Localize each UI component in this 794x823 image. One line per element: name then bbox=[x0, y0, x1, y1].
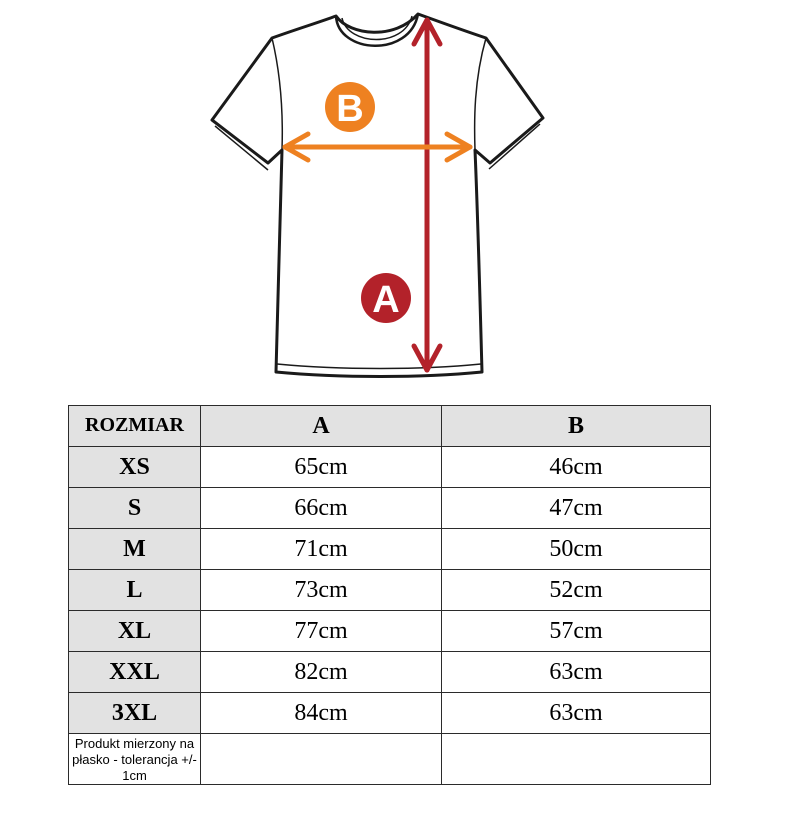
header-a: A bbox=[201, 406, 442, 447]
header-size: ROZMIAR bbox=[69, 406, 201, 447]
value-a: 71cm bbox=[201, 529, 442, 570]
value-b: 57cm bbox=[442, 611, 711, 652]
size-label: XS bbox=[69, 447, 201, 488]
table-row bbox=[69, 611, 711, 652]
value-a: 65cm bbox=[201, 447, 442, 488]
value-b: 63cm bbox=[442, 693, 711, 734]
value-a: 77cm bbox=[201, 611, 442, 652]
size-label: L bbox=[69, 570, 201, 611]
badge-b bbox=[325, 82, 375, 132]
value-b: 52cm bbox=[442, 570, 711, 611]
badge-a bbox=[361, 273, 411, 323]
header-b: B bbox=[442, 406, 711, 447]
value-a: 82cm bbox=[201, 652, 442, 693]
table-header-row bbox=[69, 406, 711, 447]
table-row bbox=[69, 488, 711, 529]
table-row bbox=[69, 447, 711, 488]
tshirt-illustration bbox=[0, 0, 794, 400]
badge-a-label: A bbox=[372, 279, 400, 321]
table-row bbox=[69, 693, 711, 734]
empty-cell bbox=[442, 734, 711, 785]
table-row bbox=[69, 652, 711, 693]
table-row bbox=[69, 529, 711, 570]
size-label: S bbox=[69, 488, 201, 529]
size-label: XL bbox=[69, 611, 201, 652]
empty-cell bbox=[201, 734, 442, 785]
measurement-b-arrow bbox=[285, 134, 470, 160]
measurement-a-arrow bbox=[414, 20, 440, 370]
measurement-note: Produkt mierzony na płasko - tolerancja +/- 1cm bbox=[69, 734, 201, 785]
badge-b-label: B bbox=[336, 88, 364, 130]
size-table bbox=[68, 405, 711, 785]
table-row bbox=[69, 570, 711, 611]
size-label: 3XL bbox=[69, 693, 201, 734]
value-a: 73cm bbox=[201, 570, 442, 611]
value-a: 66cm bbox=[201, 488, 442, 529]
note-row bbox=[69, 734, 711, 785]
value-b: 50cm bbox=[442, 529, 711, 570]
tshirt-outline bbox=[212, 14, 543, 377]
value-b: 47cm bbox=[442, 488, 711, 529]
size-label: XXL bbox=[69, 652, 201, 693]
value-a: 84cm bbox=[201, 693, 442, 734]
value-b: 46cm bbox=[442, 447, 711, 488]
size-label: M bbox=[69, 529, 201, 570]
value-b: 63cm bbox=[442, 652, 711, 693]
